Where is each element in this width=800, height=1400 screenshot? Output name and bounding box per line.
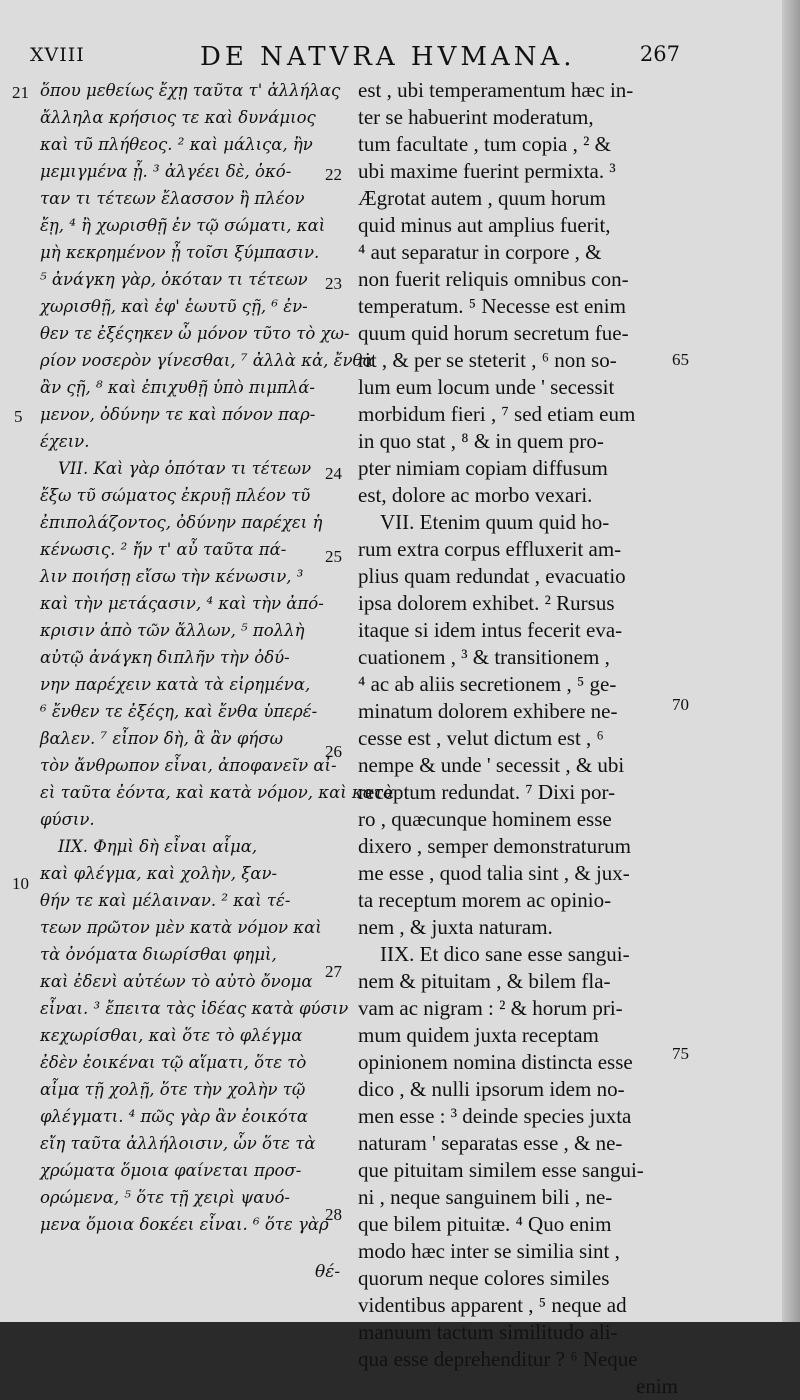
greek-line: φύσιν. bbox=[40, 810, 95, 829]
running-title: DE NATVRA HVMANA. bbox=[200, 42, 576, 72]
greek-line: κεχωρίσθαι, καὶ ὅτε τὸ φλέγμα bbox=[40, 1026, 303, 1045]
greek-line: τὰ ὀνόματα διωρίσθαι φημὶ, bbox=[40, 945, 277, 964]
left-margin-numbers bbox=[14, 77, 40, 1277]
greek-line: τὸν ἄνθρωπον εἶναι, ἀποφανεῖν αἰ- bbox=[40, 756, 337, 775]
greek-line: μεμιγμένα ᾖ. ³ ἀλγέει δὲ, ὁκό- bbox=[40, 162, 292, 181]
latin-line: cuationem , ³ & transitionem , bbox=[358, 645, 610, 669]
greek-line: μενα ὅμοια δοκέει εἶναι. ⁶ ὅτε γὰρ bbox=[40, 1215, 329, 1234]
latin-line: quum quid horum secretum fue- bbox=[358, 321, 629, 345]
latin-line: videntibus apparent , ⁵ neque ad bbox=[358, 1293, 627, 1317]
greek-line: καὶ φλέγμα, καὶ χολὴν, ξαν- bbox=[40, 864, 278, 883]
latin-line: dixero , semper demonstraturum bbox=[358, 834, 631, 858]
latin-line: ⁴ aut separatur in corpore , & bbox=[358, 240, 602, 264]
latin-line: Ægrotat autem , quum horum bbox=[358, 186, 606, 210]
greek-line: ⁵ ἀνάγκη γὰρ, ὁκόταν τι τέτεων bbox=[40, 270, 308, 289]
right-margin-numbers bbox=[672, 77, 712, 1277]
latin-line: ipsa dolorem exhibet. ² Rursus bbox=[358, 591, 615, 615]
greek-line: νην παρέχειν κατὰ τὰ εἰρημένα, bbox=[40, 675, 311, 694]
latin-line: me esse , quod talia sint , & jux- bbox=[358, 861, 630, 885]
greek-line: ταν τι τέτεων ἔλασσον ἢ πλέον bbox=[40, 189, 305, 208]
latin-line: morbidum fieri , ⁷ sed etiam eum bbox=[358, 402, 636, 426]
latin-line: est, dolore ac morbo vexari. bbox=[358, 483, 593, 507]
greek-line: φλέγματι. ⁴ πῶς γὰρ ἂν ἐοικότα bbox=[40, 1107, 308, 1126]
latin-line: cesse est , velut dictum est , ⁶ bbox=[358, 726, 604, 750]
margin-number: 70 bbox=[672, 695, 689, 714]
latin-line: qua esse deprehenditur ? ⁶ Neque bbox=[358, 1347, 638, 1371]
latin-line: ubi maxime fuerint permixta. ³ bbox=[358, 159, 616, 183]
middle-margin-numbers bbox=[325, 77, 357, 1277]
greek-line: αὐτῷ ἀνάγκη διπλῆν τὴν ὀδύ- bbox=[40, 648, 290, 667]
greek-line: ἄλληλα κρήσιος τε καὶ δυνάμιος bbox=[40, 108, 316, 127]
latin-line: naturam ' separatas esse , & ne- bbox=[358, 1131, 623, 1155]
margin-number: 10 bbox=[12, 874, 29, 893]
greek-line: ρίον νοσερὸν γίνεσθαι, ⁷ ἀλλὰ κἀ, ἔνθα bbox=[40, 351, 374, 370]
catchword: θέ- bbox=[315, 1262, 341, 1282]
latin-line: est , ubi temperamentum hæc in- bbox=[358, 78, 634, 102]
greek-line: ⁶ ἔνθεν τε ἐξέςη, καὶ ἔνθα ὑπερέ- bbox=[40, 702, 318, 721]
latin-line: non fuerit reliquis omnibus con- bbox=[358, 267, 629, 291]
latin-line: ta receptum morem ac opinio- bbox=[358, 888, 612, 912]
margin-number: 24 bbox=[325, 464, 342, 483]
greek-line: κρισιν ἀπὸ τῶν ἄλλων, ⁵ πολλὴ bbox=[40, 621, 305, 640]
latin-line: ni , neque sanguinem bili , ne- bbox=[358, 1185, 613, 1209]
page-number: 267 bbox=[639, 42, 680, 66]
section-number: XVIII bbox=[30, 44, 85, 66]
greek-line: ὅπου μεθείως ἔχῃ ταῦτα τ' ἀλλήλας bbox=[40, 81, 341, 100]
latin-line: lum eum locum unde ' secessit bbox=[358, 375, 615, 399]
latin-line: nem , & juxta naturam. bbox=[358, 915, 553, 939]
greek-line: λιν ποιήσῃ εἴσω τὴν κένωσιν, ³ bbox=[40, 567, 304, 586]
latin-line: quorum neque colores similes bbox=[358, 1266, 610, 1290]
margin-number: 75 bbox=[672, 1044, 689, 1063]
greek-column bbox=[40, 77, 395, 1277]
latin-line: receptum redundat. ⁷ Dixi por- bbox=[358, 780, 616, 804]
latin-column bbox=[358, 77, 688, 1398]
greek-line: καὶ τῦ πλήθεος. ² καὶ μάλιςα, ἢν bbox=[40, 135, 313, 154]
latin-line: quid minus aut amplius fuerit, bbox=[358, 213, 611, 237]
latin-line: rum extra corpus effluxerit am- bbox=[358, 537, 622, 561]
greek-line: βαλεν. ⁷ εἶπον δὴ, ἃ ἂν φήσω bbox=[40, 729, 284, 748]
greek-line: χωρισθῇ, καὶ ἐφ' ἑωυτῦ ςῇ, ⁶ ἐν- bbox=[40, 297, 308, 316]
greek-line: καὶ τὴν μετάςασιν, ⁴ καὶ τὴν ἀπό- bbox=[40, 594, 324, 613]
latin-line: enim bbox=[636, 1374, 678, 1398]
margin-number: 28 bbox=[325, 1205, 342, 1224]
greek-line: ἔξω τῦ σώματος ἐκρυῇ πλέον τῦ bbox=[40, 486, 311, 505]
latin-line: minatum dolorem exhibere ne- bbox=[358, 699, 618, 723]
latin-line: VII. Etenim quum quid ho- bbox=[380, 510, 610, 534]
latin-line: ⁴ ac ab aliis secretionem , ⁵ ge- bbox=[358, 672, 617, 696]
greek-line: μὴ κεκρημένον ᾖ τοῖσι ξύμπασιν. bbox=[40, 243, 320, 262]
greek-line: καὶ ἐδενὶ αὐτέων τὸ αὐτὸ ὄνομα bbox=[40, 972, 313, 991]
latin-line: dico , & nulli ipsorum idem no- bbox=[358, 1077, 625, 1101]
latin-line: modo hæc inter se similia sint , bbox=[358, 1239, 620, 1263]
latin-line: temperatum. ⁵ Necesse est enim bbox=[358, 294, 626, 318]
greek-line: κένωσις. ² ἤν τ' αὖ ταῦτα πά- bbox=[40, 540, 287, 559]
latin-line: men esse : ³ deinde species juxta bbox=[358, 1104, 632, 1128]
latin-line: tum facultate , tum copia , ² & bbox=[358, 132, 611, 156]
greek-line: τεων πρῶτον μὲν κατὰ νόμον καὶ bbox=[40, 918, 322, 937]
latin-line: nem & pituitam , & bilem fla- bbox=[358, 969, 611, 993]
latin-line: itaque si idem intus fecerit eva- bbox=[358, 618, 623, 642]
greek-line: αἷμα τῇ χολῇ, ὅτε τὴν χολὴν τῷ bbox=[40, 1080, 306, 1099]
latin-line: vam ac nigram : ² & horum pri- bbox=[358, 996, 623, 1020]
latin-line: mum quidem juxta receptam bbox=[358, 1023, 599, 1047]
latin-line: que pituitam similem esse sangui- bbox=[358, 1158, 644, 1182]
latin-line: IIX. Et dico sane esse sangui- bbox=[380, 942, 630, 966]
latin-line: nempe & unde ' secessit , & ubi bbox=[358, 753, 625, 777]
greek-line: ἂν ςῇ, ⁸ καὶ ἐπιχυθῇ ὑπὸ πιμπλά- bbox=[40, 378, 315, 397]
greek-line: εὶ ταῦτα ἐόντα, καὶ κατὰ νόμον, καὶ κατὰ bbox=[40, 783, 395, 802]
running-header bbox=[30, 44, 680, 78]
greek-line: εἴη ταῦτα ἀλλήλοισιν, ὧν ὅτε τὰ bbox=[40, 1134, 316, 1153]
latin-line: pter nimiam copiam diffusum bbox=[358, 456, 608, 480]
margin-number: 5 bbox=[14, 407, 23, 426]
greek-line: VII. Καὶ γὰρ ὁπόταν τι τέτεων bbox=[58, 459, 312, 478]
greek-line: εἶναι. ³ ἔπειτα τὰς ἰδέας κατὰ φύσιν bbox=[40, 999, 349, 1018]
latin-line: ter se habuerint moderatum, bbox=[358, 105, 594, 129]
margin-number: 21 bbox=[12, 83, 29, 102]
greek-line: θεν τε ἐξέςηκεν ὦ μόνον τῦτο τὸ χω- bbox=[40, 324, 350, 343]
margin-number: 22 bbox=[325, 165, 342, 184]
greek-line: IIX. Φημὶ δὴ εἶναι αἷμα, bbox=[58, 837, 258, 856]
margin-number: 23 bbox=[325, 274, 342, 293]
latin-line: in quo stat , ⁸ & in quem pro- bbox=[358, 429, 604, 453]
greek-line: έχειν. bbox=[40, 432, 90, 451]
latin-line: rit , & per se steterit , ⁶ non so- bbox=[358, 348, 617, 372]
latin-line: opinionem nomina distincta esse bbox=[358, 1050, 633, 1074]
latin-line: plius quam redundat , evacuatio bbox=[358, 564, 626, 588]
latin-line: que bilem pituitæ. ⁴ Quo enim bbox=[358, 1212, 612, 1236]
greek-line: ἐπιπολάζοντος, ὀδύνην παρέχει ἡ bbox=[40, 513, 323, 532]
margin-number: 25 bbox=[325, 547, 342, 566]
greek-line: ἔῃ, ⁴ ἢ χωρισθῇ ἐν τῷ σώματι, καὶ bbox=[40, 216, 326, 235]
greek-line: ἐδὲν ἐοικέναι τῷ αἵματι, ὅτε τὸ bbox=[40, 1053, 307, 1072]
margin-number: 27 bbox=[325, 962, 342, 981]
greek-line: μενον, ὀδύνην τε καὶ πόνον παρ- bbox=[40, 405, 316, 424]
greek-line: ορώμενα, ⁵ ὅτε τῇ χειρὶ ψαυό- bbox=[40, 1188, 290, 1207]
latin-line: manuum tactum similitudo ali- bbox=[358, 1320, 618, 1344]
margin-number: 65 bbox=[672, 350, 689, 369]
latin-line: ro , quæcunque hominem esse bbox=[358, 807, 612, 831]
margin-number: 26 bbox=[325, 742, 342, 761]
greek-line: θήν τε καὶ μέλαιναν. ² καὶ τέ- bbox=[40, 891, 291, 910]
greek-line: χρώματα ὅμοια φαίνεται προσ- bbox=[40, 1161, 302, 1180]
facing-page-edge bbox=[782, 0, 800, 1322]
